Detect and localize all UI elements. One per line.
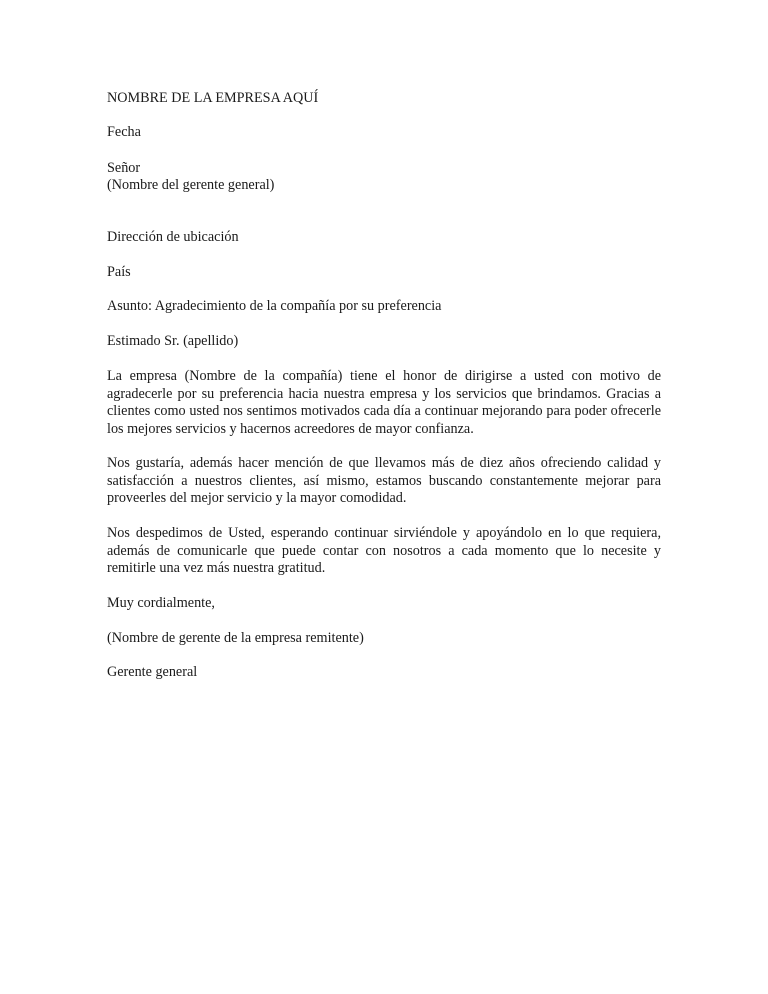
- country: País: [107, 264, 131, 280]
- subject-line: Asunto: Agradecimiento de la compañía por su preferencia: [107, 298, 442, 314]
- address: Dirección de ubicación: [107, 229, 239, 245]
- salutation-title: Señor: [107, 160, 141, 176]
- body-paragraph-2: Nos gustaría, además hacer mención de que llevamos más de diez años ofreciendo calidad y satisfacción a nuestros clientes, así mismo, estamos buscando constantemente mejorar para proveerles del mejor servicio y la mayor comodidad.: [107, 455, 661, 506]
- body-paragraph-1: La empresa (Nombre de la compañía) tiene el honor de dirigirse a usted con motivo de agradecerle por su preferencia hacia nuestra empresa y los servicios que brindamos. Gracias a clientes como usted nos sentimos motivados cada día a continuar mejorando para poder ofrecerle los mejores servicios y hacernos acreedores de mayor confianza.: [107, 368, 661, 437]
- greeting: Estimado Sr. (apellido): [107, 333, 239, 349]
- sender-title: Gerente general: [107, 664, 198, 680]
- date-label: Fecha: [107, 124, 141, 140]
- company-name: NOMBRE DE LA EMPRESA AQUÍ: [107, 90, 319, 106]
- sender-name: (Nombre de gerente de la empresa remitente): [107, 630, 364, 646]
- closing: Muy cordialmente,: [107, 595, 215, 611]
- recipient-name: (Nombre del gerente general): [107, 177, 275, 193]
- body-paragraph-3: Nos despedimos de Usted, esperando continuar sirviéndole y apoyándolo en lo que requiera, además de comunicarle que puede contar con nosotros a cada momento que lo necesite y remitirle una vez más nuestra gratitud.: [107, 525, 661, 576]
